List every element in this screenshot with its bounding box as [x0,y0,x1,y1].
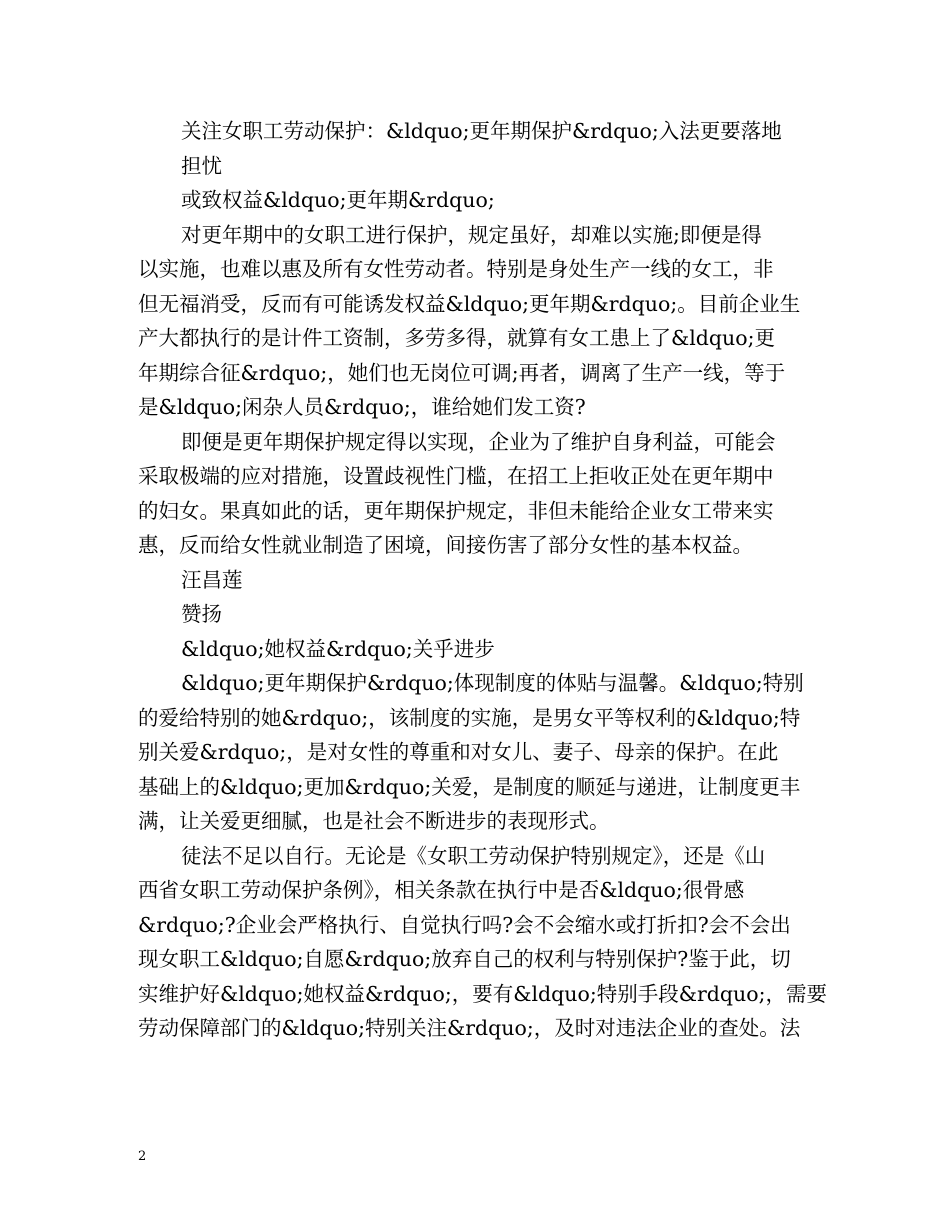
text-line: &rdquo;?企业会严格执行、自觉执行吗?会不会缩水或打折扣?会不会出 [138,912,791,937]
text-line: 或致权益&ldquo;更年期&rdquo; [181,188,495,212]
text-line: 对更年期中的女职工进行保护，规定虽好，却难以实施;即便是得 [181,222,762,247]
text-line: 徒法不足以自行。无论是《女职工劳动保护特别规定》，还是《山 [181,843,766,868]
text-line: 的爱给特别的她&rdquo;，该制度的实施，是男女平等权利的&ldquo;特 [138,705,801,730]
page-number: 2 [138,1149,147,1164]
text-line: 惠，反而给女性就业制造了困境，间接伤害了部分女性的基本权益。 [138,533,753,557]
text-line: 现女职工&ldquo;自愿&rdquo;放弃自己的权利与特别保护?鉴于此，切 [138,947,791,971]
text-line: 年期综合征&rdquo;，她们也无岗位可调;再者，调离了生产一线，等于 [138,360,786,385]
text-line: 以实施，也难以惠及所有女性劳动者。特别是身处生产一线的女工，非 [138,257,774,281]
text-line: &ldquo;她权益&rdquo;关乎进步 [181,636,495,661]
text-line: 西省女职工劳动保护条例》，相关条款在执行中是否&ldquo;很骨感 [138,878,745,902]
text-line: 别关爱&rdquo;，是对女性的尊重和对女儿、妻子、母亲的保护。在此 [138,740,779,764]
text-line: 是&ldquo;闲杂人员&rdquo;，谁给她们发工资? [138,395,586,419]
text-line: 基础上的&ldquo;更加&rdquo;关爱，是制度的顺延与递进，让制度更丰 [138,774,801,799]
text-line: 满，让关爱更细腻，也是社会不断进步的表现形式。 [138,809,610,833]
text-line: 的妇女。果真如此的话，更年期保护规定，非但未能给企业女工带来实 [138,498,774,523]
text-line: 担忧 [181,153,222,178]
document-body [138,114,827,1046]
text-line: 赞扬 [181,602,222,626]
text-line: 汪昌莲 [181,567,243,592]
text-line: 即便是更年期保护规定得以实现，企业为了维护自身利益，可能会 [181,429,776,454]
text-line: 采取极端的应对措施，设置歧视性门槛，在招工上拒收正处在更年期中 [138,464,774,488]
text-line: 产大都执行的是计件工资制，多劳多得，就算有女工患上了&ldquo;更 [138,326,775,350]
text-line: 关注女职工劳动保护：&ldquo;更年期保护&rdquo;入法更要落地 [181,119,782,143]
text-line: 实维护好&ldquo;她权益&rdquo;，要有&ldquo;特别手段&rdquo;，需要 [138,981,827,1006]
text-line: &ldquo;更年期保护&rdquo;体现制度的体贴与温馨。&ldquo;特别 [181,671,804,695]
text-line: 但无福消受，反而有可能诱发权益&ldquo;更年期&rdquo;。目前企业生 [138,291,801,316]
text-line: 劳动保障部门的&ldquo;特别关注&rdquo;，及时对违法企业的查处。法 [138,1016,801,1040]
